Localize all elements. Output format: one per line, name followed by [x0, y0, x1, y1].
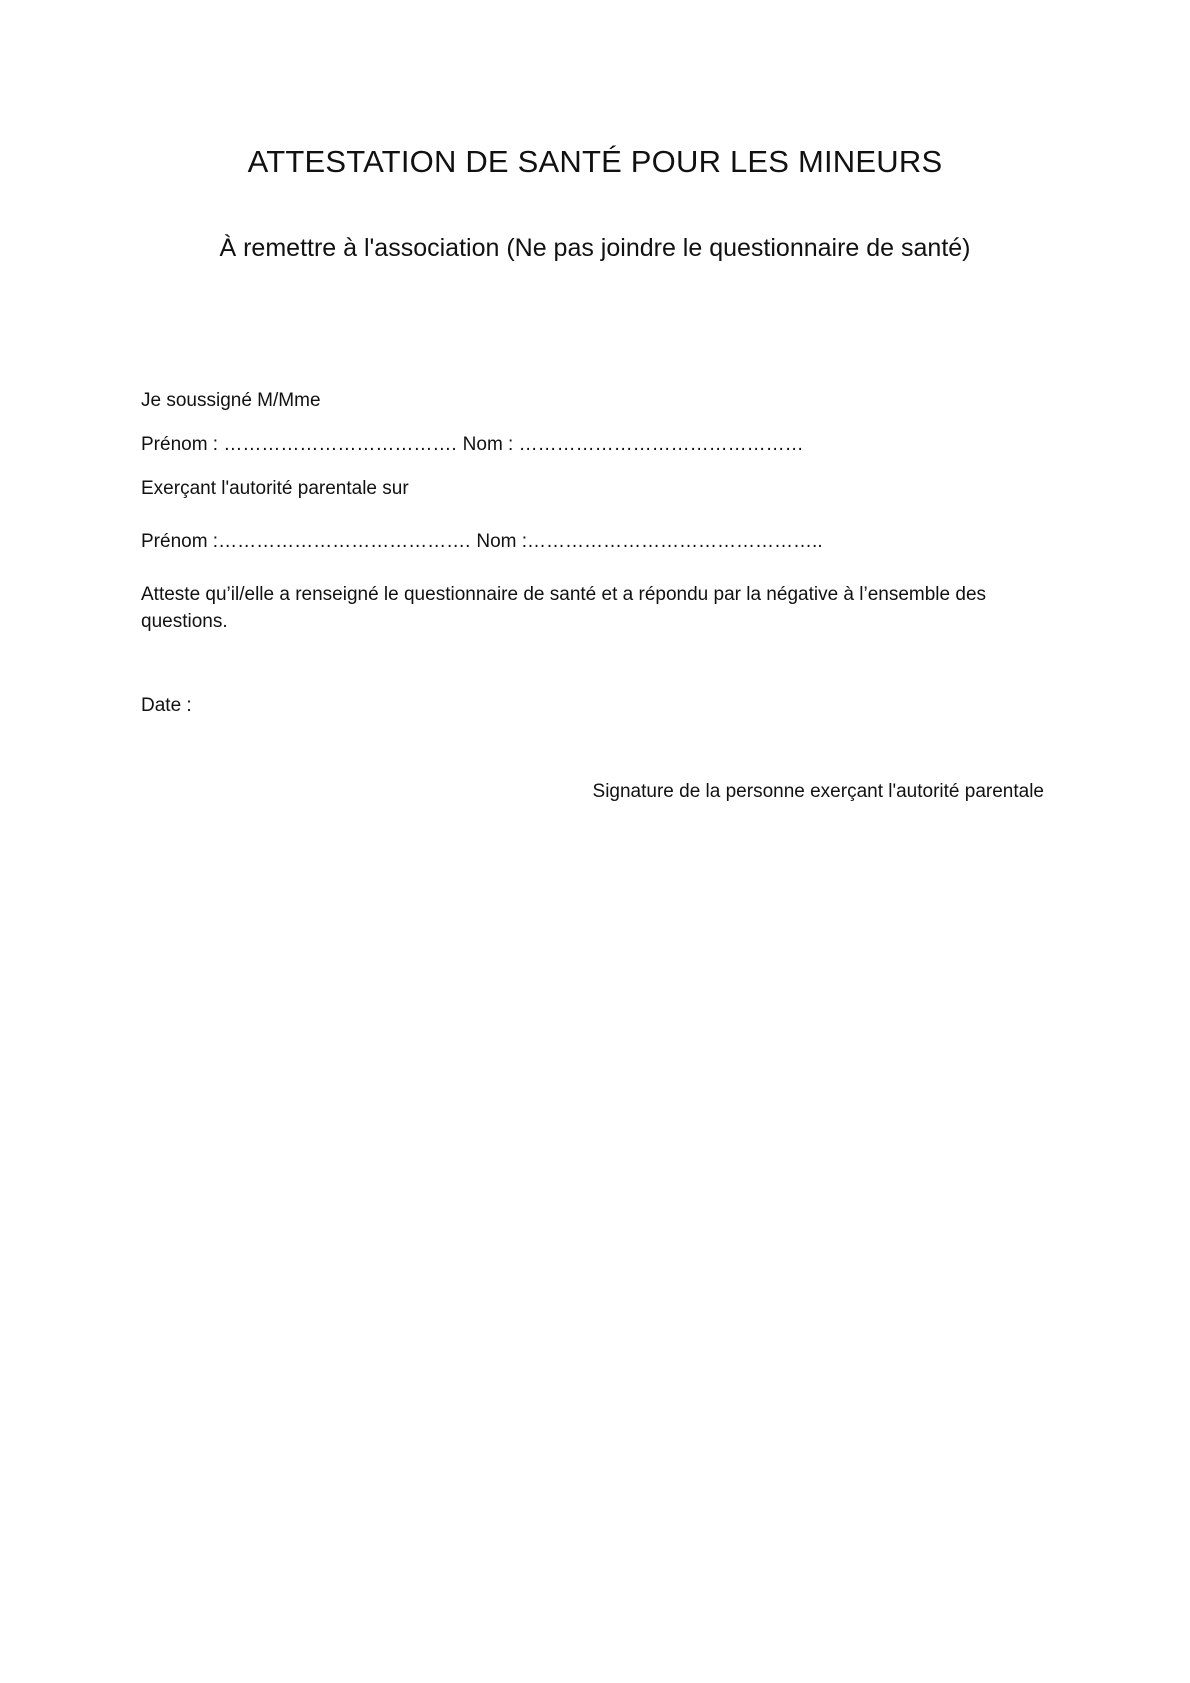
intro-text: Je soussigné M/Mme	[141, 390, 321, 411]
parent-name-line	[141, 432, 804, 458]
document-subtitle: À remettre à l'association (Ne pas joindre le questionnaire de santé)	[219, 234, 971, 262]
authority-text: Exerçant l'autorité parentale sur	[141, 478, 409, 499]
attestation-text: Atteste qu’il/elle a renseigné le questionnaire de santé et a répondu par la négative à l’ensemble des questions.	[141, 584, 987, 632]
parent-prenom-field: Prénom : ……………………………….	[141, 434, 457, 455]
signature-label: Signature de la personne exerçant l'autorité parentale	[592, 781, 1044, 802]
child-name-line	[141, 529, 823, 555]
child-nom-field: Nom :………………………………………..	[476, 531, 823, 552]
document-title: ATTESTATION DE SANTÉ POUR LES MINEURS	[247, 144, 943, 179]
child-prenom-field: Prénom :………………………………….	[141, 531, 471, 552]
date-label: Date :	[141, 695, 192, 716]
parent-nom-field: Nom : ………………………………………	[462, 434, 804, 455]
